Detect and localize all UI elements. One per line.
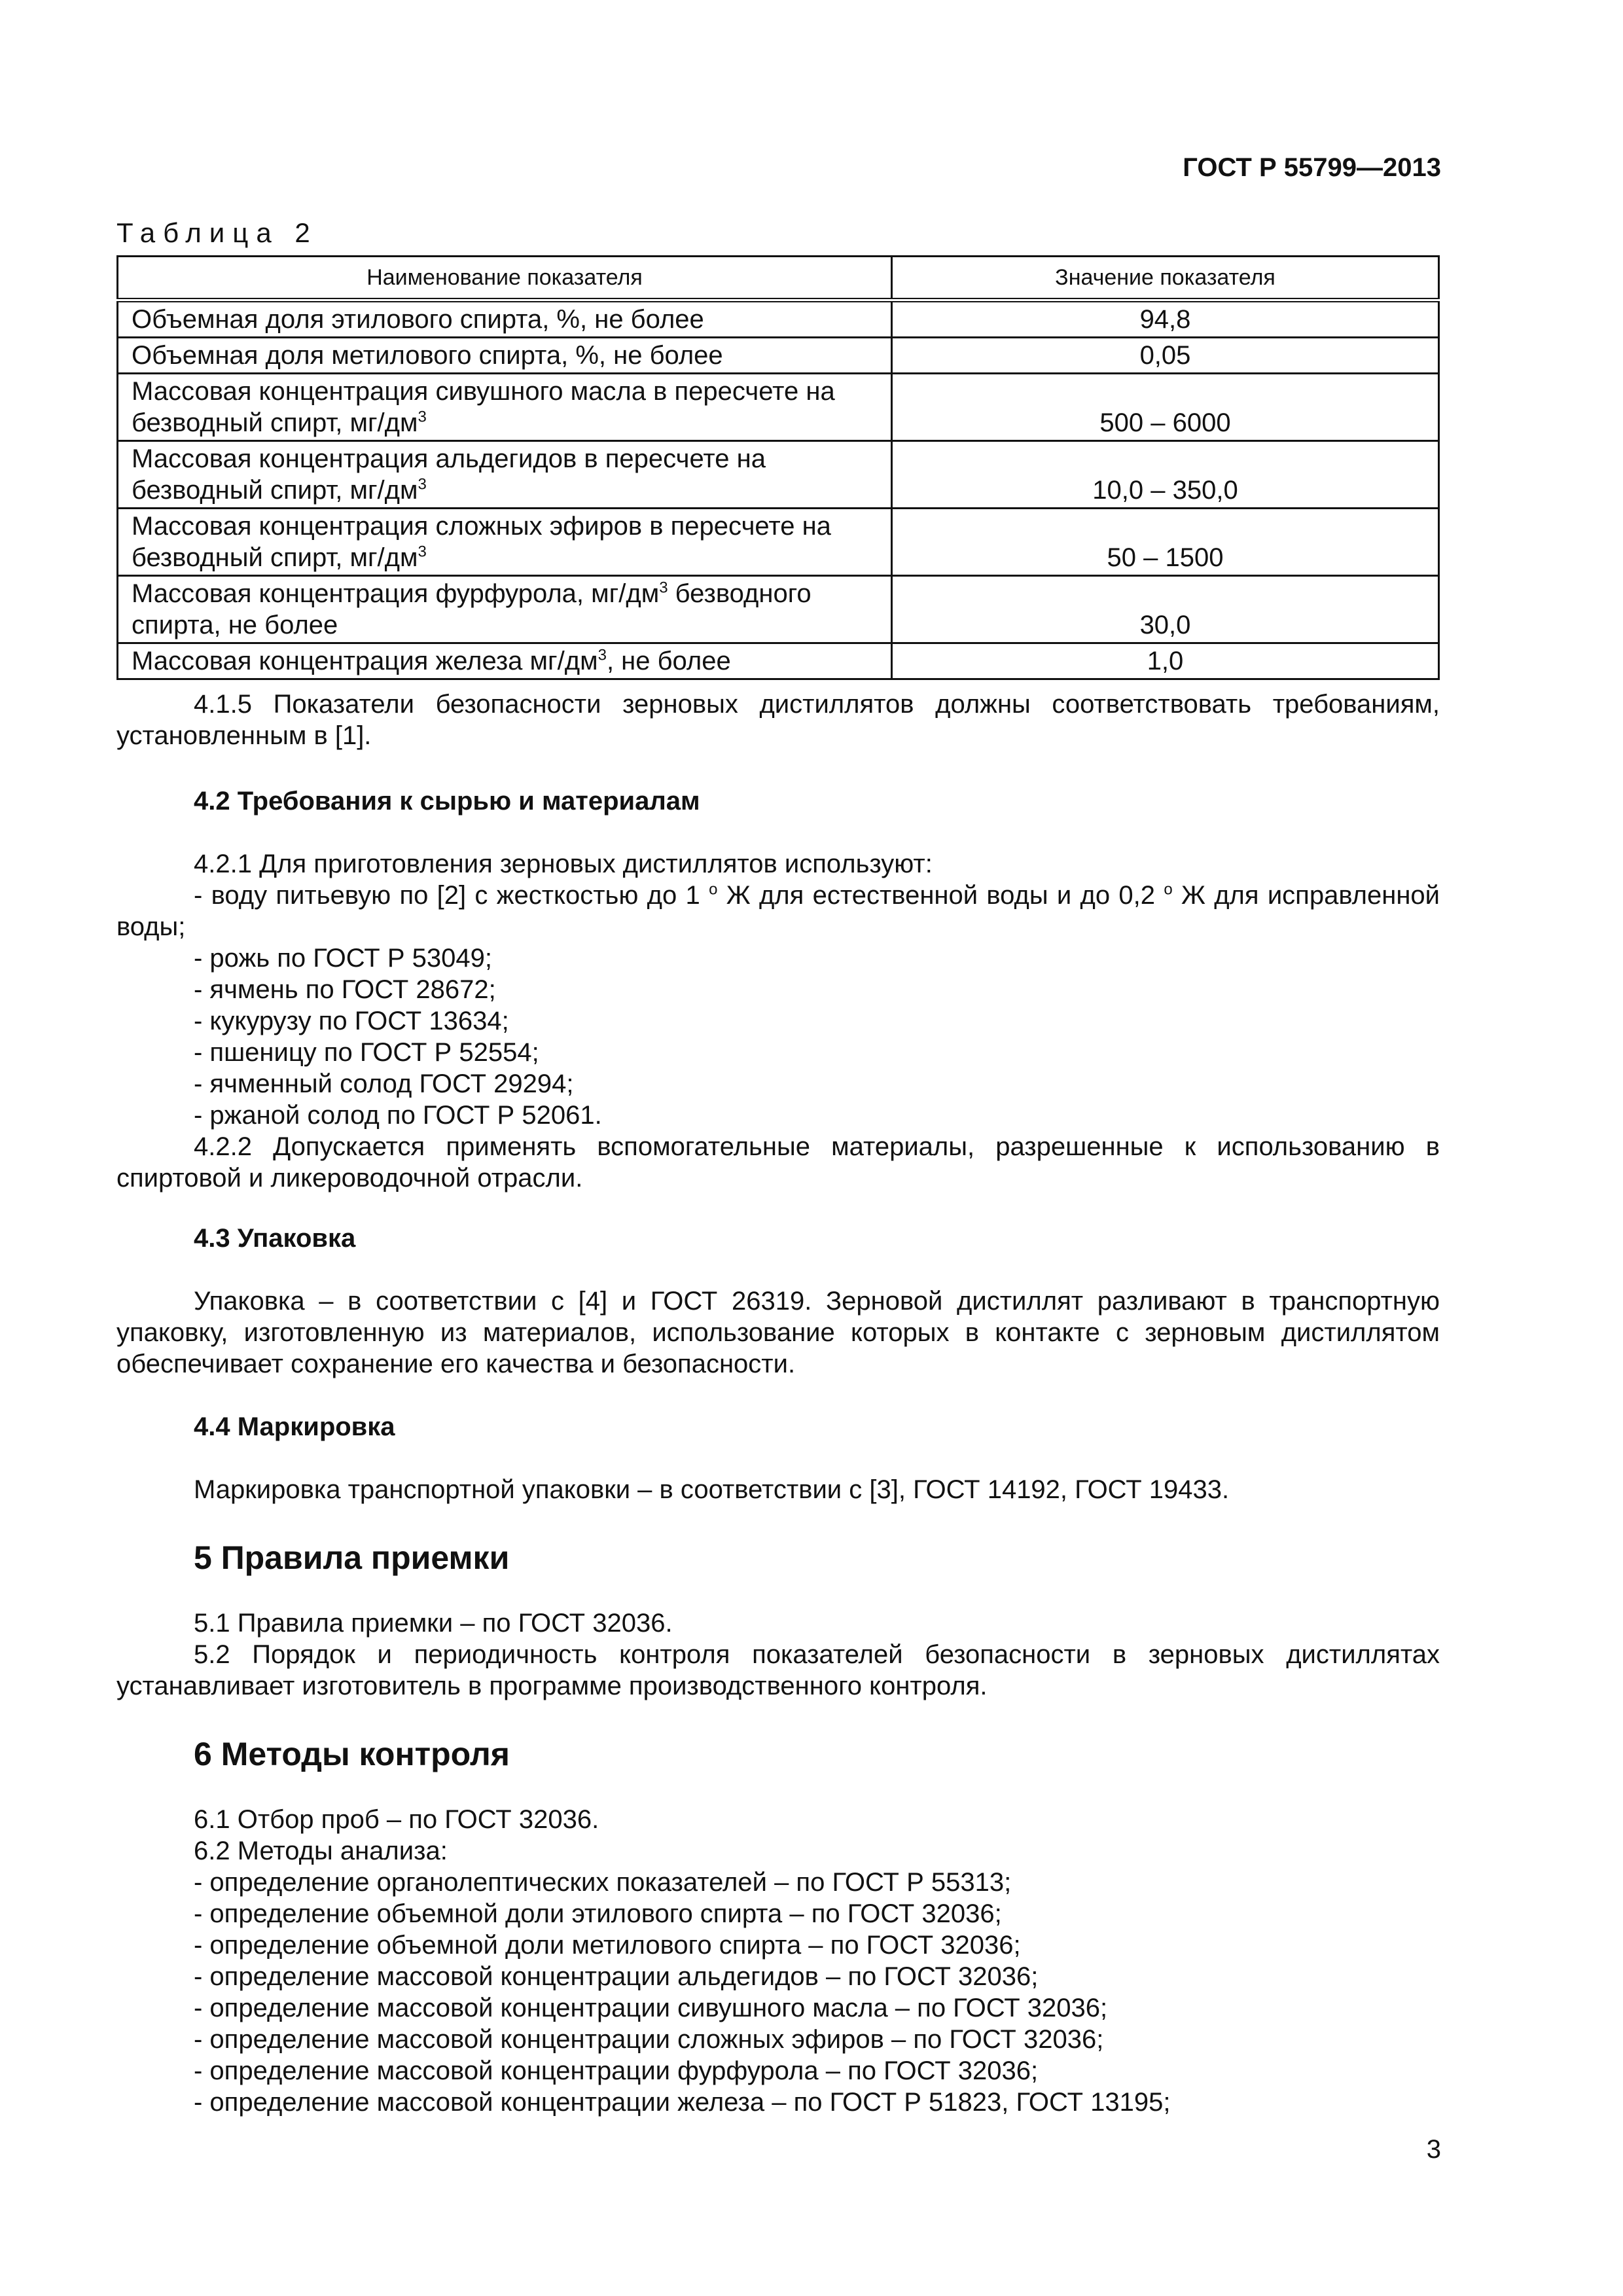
list-item: - определение массовой концентрации железа – по ГОСТ Р 51823, ГОСТ 13195; (194, 2088, 1171, 2117)
indicators-table (116, 255, 1440, 680)
list-item: - определение массовой концентрации альдегидов – по ГОСТ 32036; (194, 1962, 1039, 1991)
superscript: 3 (659, 579, 668, 597)
table-row (118, 374, 1439, 441)
list-item: - ржаной солод по ГОСТ Р 52061. (194, 1101, 602, 1130)
list-item: - определение органолептических показателей – по ГОСТ Р 55313; (194, 1868, 1012, 1897)
row-value: 50 – 1500 (892, 509, 1439, 576)
table-header-value: Значение показателя (892, 257, 1439, 300)
superscript: 3 (597, 646, 607, 664)
paragraph-5-2: 5.2 Порядок и периодичность контроля показателей безопасности в зерновых дистиллятах устанавливает изготовитель в программе производственного контроля. (116, 1640, 1440, 1700)
list-item: - определение объемной доли метилового спирта – по ГОСТ 32036; (194, 1931, 1021, 1960)
table-header-name: Наименование показателя (118, 257, 892, 300)
row-name-text: Массовая концентрация сложных эфиров в пересчете на безводный спирт, мг/дм (132, 512, 831, 572)
section-4-2-body (116, 848, 1440, 1194)
section-6-title-block (116, 1738, 1440, 1770)
table-row (118, 441, 1439, 509)
list-item: - ячмень по ГОСТ 28672; (194, 975, 496, 1004)
table-header-row (118, 257, 1439, 300)
row-name: Объемная доля этилового спирта, %, не более (118, 300, 892, 338)
row-name (118, 374, 892, 441)
row-name (118, 643, 892, 679)
list-item: - определение массовой концентрации фурфурола – по ГОСТ 32036; (194, 2056, 1039, 2085)
paragraph-6-1: 6.1 Отбор проб – по ГОСТ 32036. (194, 1805, 599, 1834)
section-4-3-title: 4.3 Упаковка (194, 1224, 356, 1253)
row-value: 30,0 (892, 576, 1439, 643)
paragraph-5-1: 5.1 Правила приемки – по ГОСТ 32036. (194, 1609, 673, 1638)
section-4-4-body (116, 1474, 1440, 1505)
table-row (118, 338, 1439, 374)
row-name-text: Массовая концентрация железа мг/дм (132, 647, 598, 675)
marking-paragraph: Маркировка транспортной упаковки – в соответствии с [3], ГОСТ 14192, ГОСТ 19433. (194, 1475, 1230, 1504)
row-value: 0,05 (892, 338, 1439, 374)
section-4-3-body (116, 1285, 1440, 1380)
section-4-4-title-block (116, 1411, 1440, 1443)
paragraph-4-2-1: 4.2.1 Для приготовления зерновых дистиллятов используют: (194, 850, 933, 878)
list-item: - пшеницу по ГОСТ Р 52554; (194, 1038, 539, 1067)
table-caption: Таблица 2 (116, 217, 318, 248)
table-row (118, 576, 1439, 643)
packaging-paragraph: Упаковка – в соответствии с [4] и ГОСТ 26319. Зерновой дистиллят разливают в транспортную упаковку, изготовленную из материалов, использование которых в контакте с зерновым дистиллятом обеспечивает сохранение его качества и безопасности. (116, 1287, 1440, 1378)
degree-sign: o (1164, 880, 1173, 899)
row-name (118, 441, 892, 509)
paragraph-4-1-5-block (116, 689, 1440, 751)
section-4-2-title-block (116, 785, 1440, 817)
degree-sign: o (709, 880, 718, 899)
standard-id: ГОСТ Р 55799—2013 (1183, 153, 1441, 182)
table-row (118, 509, 1439, 576)
water-text-a: - воду питьевую по [2] с жесткостью до 1 (194, 881, 709, 910)
row-value: 94,8 (892, 300, 1439, 338)
paragraph-4-1-5: 4.1.5 Показатели безопасности зерновых дистиллятов должны соответствовать требованиям, установленным в [1]. (116, 690, 1440, 750)
water-text-b: Ж для естественной воды и до 0,2 (717, 881, 1164, 910)
list-item: - определение объемной доли этилового спирта – по ГОСТ 32036; (194, 1899, 1002, 1928)
row-name-text: Массовая концентрация сивушного масла в пересчете на безводный спирт, мг/дм (132, 377, 835, 437)
row-name: Объемная доля метилового спирта, %, не более (118, 338, 892, 374)
list-item: - ячменный солод ГОСТ 29294; (194, 1069, 574, 1098)
superscript: 3 (418, 475, 427, 493)
row-name (118, 576, 892, 643)
superscript: 3 (418, 408, 427, 426)
list-item: - рожь по ГОСТ Р 53049; (194, 944, 492, 973)
section-5-title: 5 Правила приемки (194, 1539, 510, 1576)
list-item: - определение массовой концентрации сивушного масла – по ГОСТ 32036; (194, 1994, 1108, 2022)
section-6-body (116, 1804, 1440, 2118)
row-value: 10,0 – 350,0 (892, 441, 1439, 509)
water-text-c: Ж для исправленной воды; (116, 881, 1440, 941)
list-item: - определение массовой концентрации сложных эфиров – по ГОСТ 32036; (194, 2025, 1104, 2054)
page-number: 3 (1426, 2135, 1441, 2164)
row-name-text: Массовая концентрация фурфурола, мг/дм (132, 579, 660, 608)
section-4-2-title: 4.2 Требования к сырью и материалам (194, 787, 700, 816)
row-name-tail: , не более (606, 647, 731, 675)
section-4-4-title: 4.4 Маркировка (194, 1412, 395, 1441)
section-6-title: 6 Методы контроля (194, 1736, 510, 1772)
superscript: 3 (418, 543, 427, 561)
row-value: 1,0 (892, 643, 1439, 679)
water-item (116, 880, 1440, 942)
row-name-tail: безводного спирта, не более (132, 579, 812, 639)
section-5-title-block (116, 1539, 1440, 1576)
list-item: - кукурузу по ГОСТ 13634; (194, 1007, 509, 1035)
paragraph-6-2: 6.2 Методы анализа: (194, 1837, 448, 1865)
row-name-text: Массовая концентрация альдегидов в пересчете на безводный спирт, мг/дм (132, 444, 766, 505)
table-row (118, 643, 1439, 679)
section-4-3-title-block (116, 1223, 1440, 1254)
row-value: 500 – 6000 (892, 374, 1439, 441)
section-5-body (116, 1607, 1440, 1702)
row-name (118, 509, 892, 576)
table-row (118, 300, 1439, 338)
paragraph-4-2-2: 4.2.2 Допускается применять вспомогательные материалы, разрешенные к использованию в спиртовой и ликероводочной отрасли. (116, 1132, 1440, 1193)
